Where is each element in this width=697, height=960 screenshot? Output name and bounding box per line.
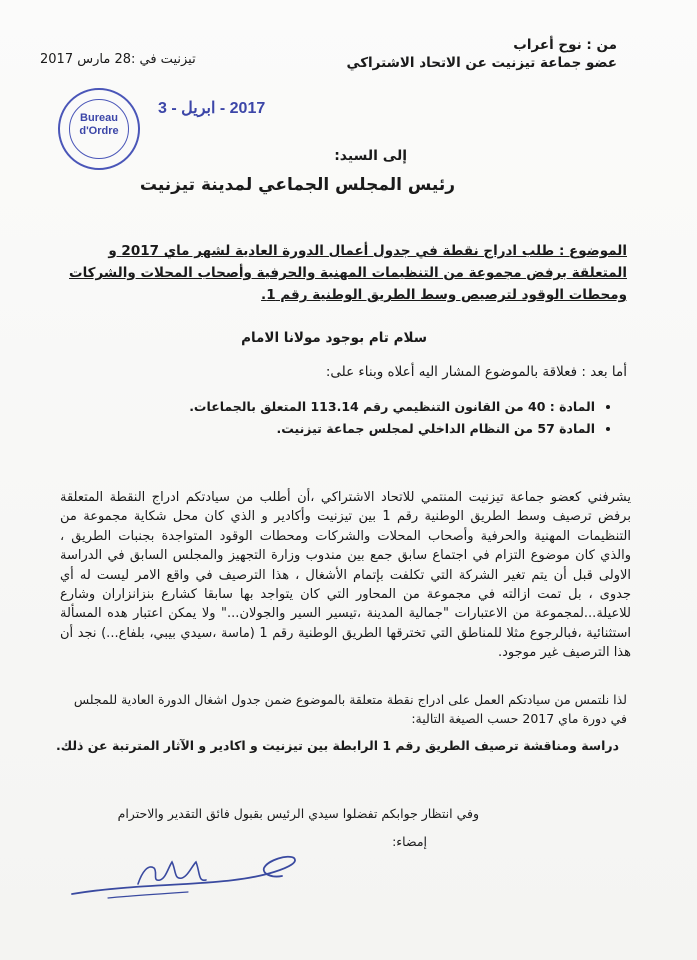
body-paragraph: يشرفني كعضو جماعة تيزنيت المنتمي للاتحاد الاشتراكي ،أن أطلب من سيادتكم ادراج النقطة المتعلقة برفض ترصيف وسط الطريق الوطنية رقم 1 بين تيزنيت وأكادير و الذي كان محل شكاية مجموعة من التنظيمات المهنية والحرفية وأصحاب المحلات والشركات ومحطات الوقود المتواجدة بجنبات الطريق ، والذي كان موضوع التزام في اجتماع سابق جمع بين مندوب وزارة التجهيز والمجلس السابق في الدراسة الاولى قبل أن يتم تغير الشركة التي تكلفت بإتمام الأشغال ، هذا الترصيف في واقع الامر ليست له أي جدوى ، بل تمت ازالته في مجموعة من المحاور التي كان يتواجد بها سابقا كشارع بنزانزاران وشارع للاعيلة...لمجموعة من الاعتبارات "جمالية المدينة ،تيسير السير والجولان..." ولا يمكن اعتبار هده المسألة استثنائية ،فبالرجوع مثلا للمناطق التي تخترقها الطريق الوطنية رقم 1 (ماسة ،سيدي بيبي، بلفاع...) نجد أن هذا الترصيف غير موجود. bbox=[60, 490, 632, 661]
article-item: • المادة : 40 من القانون التنظيمي رقم 113.14 المتعلق بالجماعات. bbox=[189, 396, 595, 418]
intro-line: أما بعد : فعلاقة بالموضوع المشار اليه أعلاه وبناء على: bbox=[325, 364, 627, 380]
article-item: • المادة 57 من النظام الداخلي لمجلس جماعة تيزنيت. bbox=[189, 418, 595, 440]
stamp-line-2: d'Ordre bbox=[79, 125, 119, 137]
legal-articles-list bbox=[189, 396, 617, 440]
addressee-label: إلى السيد: bbox=[334, 148, 407, 164]
stamp-date: 2017 - ابريل - 3 bbox=[158, 100, 266, 117]
closing-line: وفي انتظار جوابكم تفضلوا سيدي الرئيس بقبول فائق التقدير والاحترام bbox=[117, 806, 479, 821]
bureau-ordre-stamp bbox=[58, 88, 140, 170]
proposed-agenda-item: دراسة ومناقشة ترصيف الطريق رقم 1 الرابطة بين تيزنيت و اكادير و الآثار المترتبة عن ذلك. bbox=[55, 738, 619, 753]
sender-block bbox=[347, 36, 617, 72]
place-date: تيزنيت في :28 مارس 2017 bbox=[40, 52, 196, 67]
greeting: سلام تام بوجود مولانا الامام bbox=[241, 330, 427, 346]
addressee-name: رئيس المجلس الجماعي لمدينة تيزنيت bbox=[139, 175, 455, 195]
sender-name: من : نوح أعراب bbox=[513, 37, 617, 53]
letter-subject: الموضوع : طلب ادراج نقطة في جدول أعمال الدورة العادية لشهر ماي 2017 و المتعلقة برفض مجموعة من التنظيمات المهنية والحرفية وأصحاب المحلات والشركات ومحطات الوقود لترصيص وسط الطريق الوطنية رقم 1. bbox=[69, 243, 627, 303]
sender-role: عضو جماعة تيزنيت عن الاتحاد الاشتراكي bbox=[346, 55, 617, 71]
handwritten-signature bbox=[68, 842, 308, 908]
stamp-line-1: Bureau bbox=[80, 112, 118, 124]
request-paragraph: لذا نلتمس من سيادتكم العمل على ادراج نقطة متعلقة بالموضوع ضمن جدول اشغال الدورة العادية للمجلس في دورة ماي 2017 حسب الصيغة التالية: bbox=[73, 692, 627, 726]
signature-label: إمضاء: bbox=[392, 834, 427, 849]
stamp-text bbox=[60, 112, 138, 138]
